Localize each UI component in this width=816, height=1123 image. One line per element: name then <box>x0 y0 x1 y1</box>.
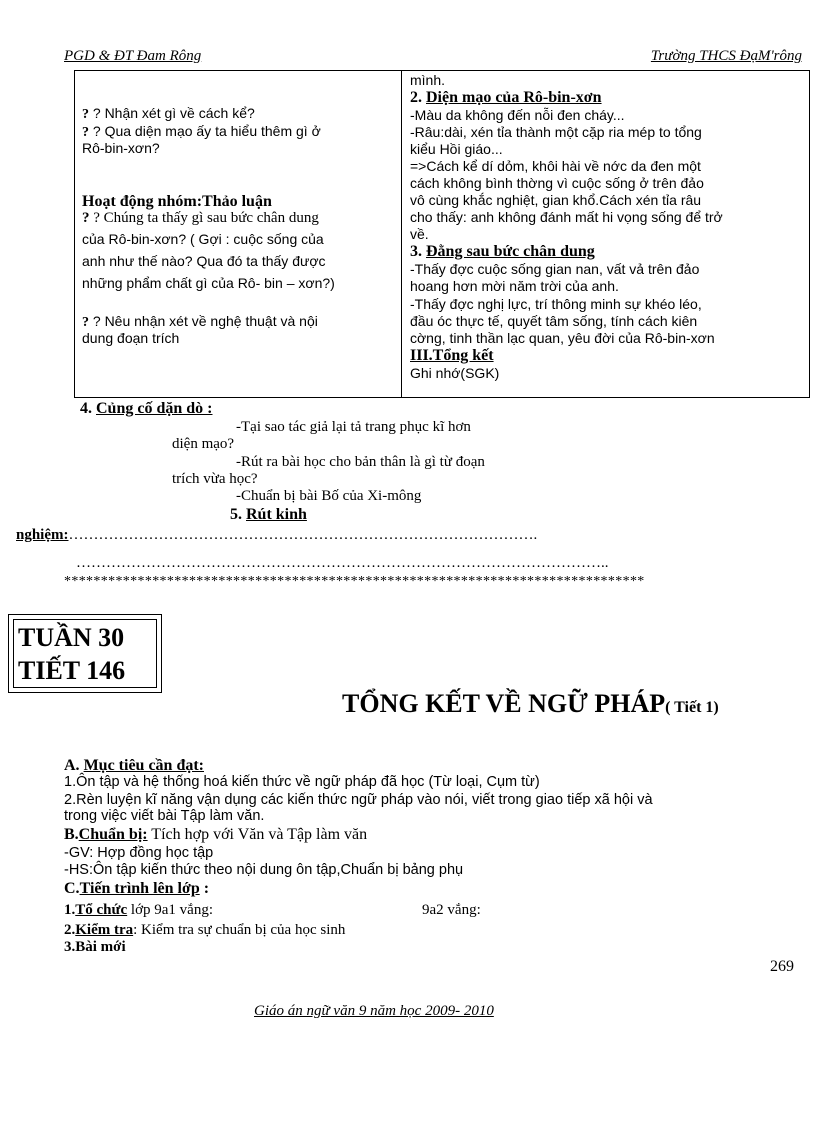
objective-line: 2.Rèn luyện kĩ năng vận dụng các kiến thức ngữ pháp vào nói, viết trong giao tiếp xã hội và <box>64 792 653 808</box>
section-appearance-heading: 2. Diện mạo của Rô-bin-xơn <box>410 89 602 106</box>
question-portrait: ? ? Chúng ta thấy gì sau bức chân dung <box>82 210 319 226</box>
content-line: cờng, tinh thần lạc quan, yêu đời của Rô-bin-xơn <box>410 330 715 346</box>
week-box <box>8 614 162 693</box>
group-activity-heading: Hoạt động nhóm:Thảo luận <box>82 193 272 210</box>
teacher-column <box>75 71 402 398</box>
content-line: -Râu:dài, xén tỉa thành một cặp ria mép to tổng <box>410 124 702 140</box>
week-box-inner <box>13 619 157 688</box>
section-summary-heading: III.Tổng kết <box>410 347 494 364</box>
objectives-heading: A. Mục tiêu cần đạt: <box>64 757 204 774</box>
objective-line: trong việc viết bài Tập làm văn. <box>64 808 265 824</box>
page-number: 269 <box>770 958 794 975</box>
week-label: TUẦN 30 <box>18 623 125 652</box>
question-appearance: ? ? Qua diện mạo ấy ta hiểu thêm gì ở <box>82 123 321 140</box>
header-left: PGD & ĐT Đam Rông <box>64 48 202 64</box>
consolidation-line: -Rút ra bài học cho bản thân là gì từ đoạn <box>236 454 485 470</box>
lesson-table <box>74 70 810 398</box>
content-line: hoang hơn mời năm trời của anh. <box>410 278 619 294</box>
consolidation-line: -Chuẩn bị bài Bố của Xi-mông <box>236 488 422 504</box>
content-line: =>Cách kể dí dỏm, khôi hài về nớc da đen một <box>410 158 701 174</box>
content-line: vô cùng khắc nghiệt, gian khổ.Cách xén tỉa râu <box>410 192 702 208</box>
experience-heading: 5. Rút kinh <box>230 506 307 523</box>
question-appearance-cont: Rô-bin-xơn? <box>82 140 160 156</box>
consolidation-heading: 4. Củng cố dặn dò : <box>80 400 213 417</box>
content-column <box>402 71 810 398</box>
period-label: TIẾT 146 <box>18 656 126 685</box>
question-narration: ? ? Nhận xét gì về cách kể? <box>82 105 255 122</box>
content-line: kiểu Hồi giáo... <box>410 141 503 157</box>
content-line: -Thấy đợc nghị lực, trí thông minh sự khéo léo, <box>410 296 702 312</box>
content-line: Ghi nhớ(SGK) <box>410 365 500 381</box>
teacher-prep: -GV: Hợp đồng học tập <box>64 845 214 861</box>
separator-stars: ******************************************************************************* <box>64 574 645 589</box>
question-evaluation-2: dung đoạn trích <box>82 330 180 346</box>
content-line: mình. <box>410 72 446 88</box>
content-line: cho thấy: anh không đánh mất hi vọng sống để trở <box>410 209 723 225</box>
preparation-line: B.Chuẩn bị: Tích hợp với Văn và Tập làm văn <box>64 826 368 843</box>
student-prep: -HS:Ôn tập kiến thức theo nội dung ôn tập,Chuẩn bị bảng phụ <box>64 862 464 878</box>
lesson-title: TỔNG KẾT VỀ NGỮ PHÁP( Tiết 1) <box>342 689 719 718</box>
consolidation-line: trích vừa học? <box>172 471 258 487</box>
question-portrait-4: những phẩm chất gì của Rô- bin – xơn?) <box>82 275 335 291</box>
procedure-heading: C.Tiến trình lên lớp : <box>64 880 210 897</box>
header-right: Trường THCS ĐạM'rông <box>650 48 802 64</box>
consolidation-line: diện mạo? <box>172 436 235 452</box>
question-portrait-3: anh như thế nào? Qua đó ta thấy được <box>82 253 326 269</box>
footer-text: Giáo án ngữ văn 9 năm học 2009- 2010 <box>254 1003 494 1019</box>
content-line: về. <box>410 226 429 242</box>
section-behind-portrait-heading: 3. Đằng sau bức chân dung <box>410 243 595 260</box>
step-check: 2.Kiểm tra: Kiểm tra sự chuẩn bị của học sinh <box>64 922 346 938</box>
content-line: -Thấy đợc cuộc sống gian nan, vất vả trên đảo <box>410 261 700 277</box>
step-organization: 1.Tổ chức lớp 9a1 vắng: <box>64 902 214 918</box>
question-portrait-2: của Rô-bin-xơn? ( Gợi : cuộc sống của <box>82 231 324 247</box>
objective-line: 1.Ôn tập và hệ thống hoá kiến thức về ngữ pháp đã học (Từ loại, Cụm từ) <box>64 774 540 790</box>
experience-line: nghiệm:…………………………………………………………………………………. <box>16 527 538 543</box>
step-organization-9a2: 9a2 vắng: <box>422 902 481 918</box>
consolidation-line: -Tại sao tác giả lại tả trang phục kĩ hơn <box>236 419 471 435</box>
dotted-line: …………………………………………………………………………………………….. <box>76 555 609 571</box>
content-line: -Màu da không đến nỗi đen cháy... <box>410 107 625 123</box>
step-new-lesson: 3.Bài mới <box>64 939 126 955</box>
question-evaluation: ? ? Nêu nhận xét về nghệ thuật và nội <box>82 313 318 330</box>
content-line: đầu óc thực tế, quyết tâm sống, tính cách kiên <box>410 313 698 329</box>
content-line: cách không bình thờng vì cuộc sống ở trên đảo <box>410 175 704 191</box>
